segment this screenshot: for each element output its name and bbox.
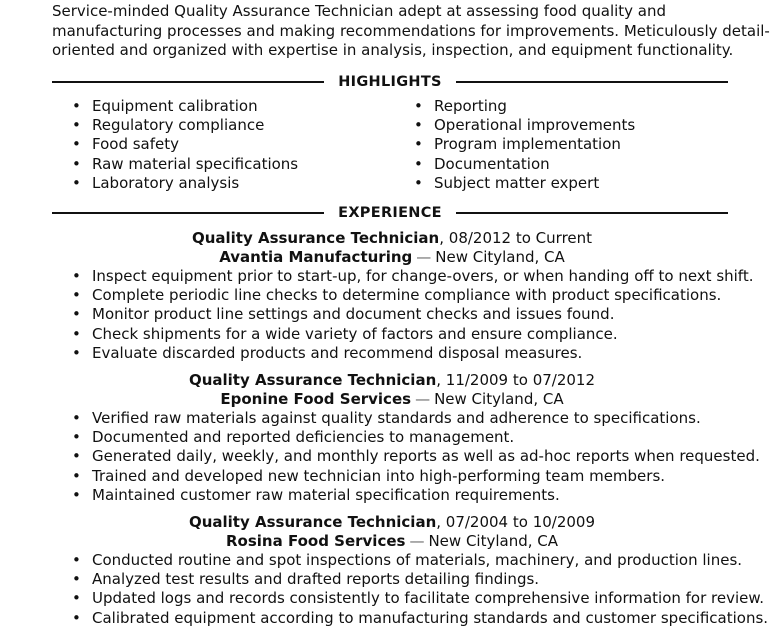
company-name: Eponine Food Services xyxy=(220,390,412,408)
job-dates: , 07/2004 to 10/2009 xyxy=(436,513,596,531)
job-company-line xyxy=(0,248,784,267)
list-item: • Complete periodic line checks to determine compliance with product specifications. xyxy=(72,286,753,305)
list-item: • Monitor product line settings and document checks and issues found. xyxy=(72,305,753,324)
job-title-line xyxy=(0,371,784,390)
list-item: • Conducted routine and spot inspections of materials, machinery, and production lines. xyxy=(72,551,768,570)
list-item: • Program implementation xyxy=(414,135,635,154)
highlights-left-list xyxy=(72,97,298,193)
divider-left xyxy=(52,212,324,214)
list-item: • Evaluate discarded products and recommend disposal measures. xyxy=(72,344,753,363)
list-item: • Check shipments for a wide variety of factors and ensure compliance. xyxy=(72,325,753,344)
separator: — xyxy=(415,390,431,408)
job-bullets xyxy=(72,551,768,628)
list-item: • Subject matter expert xyxy=(414,174,635,193)
company-name: Rosina Food Services xyxy=(226,532,406,550)
list-item: • Regulatory compliance xyxy=(72,116,298,135)
job-title: Quality Assurance Technician xyxy=(191,229,440,247)
divider-left xyxy=(52,81,324,83)
job-dates: , 11/2009 to 07/2012 xyxy=(436,371,596,389)
list-item: • Laboratory analysis xyxy=(72,174,298,193)
experience-title: EXPERIENCE xyxy=(338,205,442,221)
summary-paragraph: Service-minded Quality Assurance Technician adept at assessing food quality and manufacturing processes and making recommendations for improvements. Meticulously detail-oriented and organized with expertise in analysis, inspection, and equipment functionality. xyxy=(52,2,770,59)
list-item: • Documented and reported deficiencies to management. xyxy=(72,428,760,447)
list-item: • Reporting xyxy=(414,97,635,116)
job-location: New Cityland, CA xyxy=(428,532,558,550)
list-item: • Generated daily, weekly, and monthly reports as well as ad-hoc reports when requested. xyxy=(72,447,760,466)
company-name: Avantia Manufacturing xyxy=(219,248,413,266)
job-title: Quality Assurance Technician xyxy=(188,371,437,389)
job-location: New Cityland, CA xyxy=(435,248,565,266)
list-item: • Trained and developed new technician into high-performing team members. xyxy=(72,467,760,486)
job-company-line xyxy=(0,532,784,551)
list-item: • Updated logs and records consistently to facilitate comprehensive information for review. xyxy=(72,589,768,608)
highlights-header xyxy=(52,72,728,92)
divider-right xyxy=(456,81,728,83)
list-item: • Operational improvements xyxy=(414,116,635,135)
list-item: • Equipment calibration xyxy=(72,97,298,116)
list-item: • Raw material specifications xyxy=(72,155,298,174)
list-item: • Documentation xyxy=(414,155,635,174)
job-bullets xyxy=(72,409,760,505)
list-item: • Calibrated equipment according to manufacturing standards and customer specifications. xyxy=(72,609,768,628)
job-title-line xyxy=(0,229,784,248)
divider-right xyxy=(456,212,728,214)
highlights-right-list xyxy=(414,97,635,193)
list-item: • Food safety xyxy=(72,135,298,154)
separator: — xyxy=(416,248,432,266)
job-title: Quality Assurance Technician xyxy=(188,513,437,531)
separator: — xyxy=(409,532,425,550)
job-company-line xyxy=(0,390,784,409)
highlights-title: HIGHLIGHTS xyxy=(338,74,442,90)
job-title-line xyxy=(0,513,784,532)
job-bullets xyxy=(72,267,753,363)
list-item: • Inspect equipment prior to start-up, for change-overs, or when handing off to next shift. xyxy=(72,267,753,286)
list-item: • Maintained customer raw material specification requirements. xyxy=(72,486,760,505)
experience-header xyxy=(52,203,728,223)
job-location: New Cityland, CA xyxy=(434,390,564,408)
job-dates: , 08/2012 to Current xyxy=(439,229,593,247)
list-item: • Analyzed test results and drafted reports detailing findings. xyxy=(72,570,768,589)
list-item: • Verified raw materials against quality standards and adherence to specifications. xyxy=(72,409,760,428)
